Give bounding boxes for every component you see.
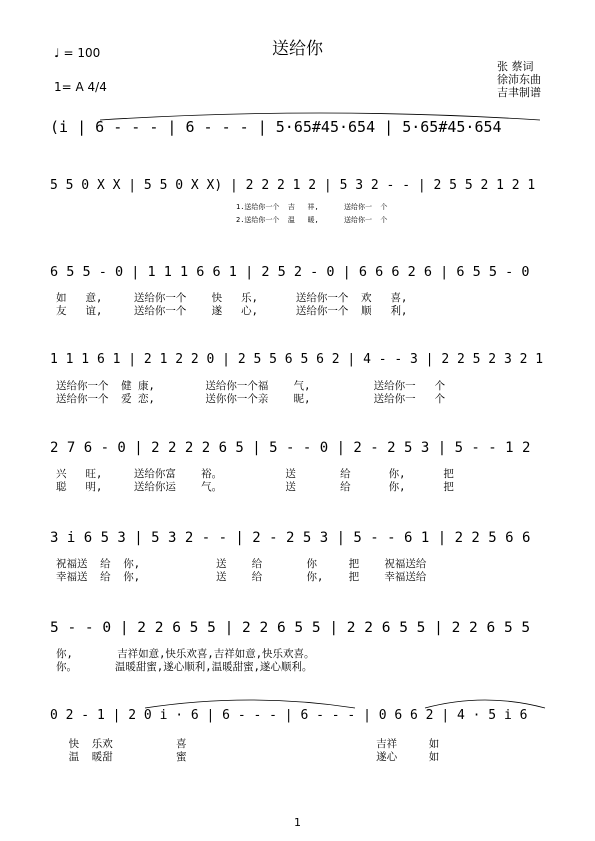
notes-text: 0 2 - 1 | 2 0 i · 6 | 6 - - - | 6 - - - | 0 6 6 2 | 4 · 5 i 6	[50, 708, 528, 723]
notes-line	[50, 264, 545, 288]
lyrics-verse-1: 祝福送 给 你, 送 给 你 把 祝福送给	[56, 558, 427, 570]
staff-row-6	[0, 530, 595, 583]
tie-arc	[95, 110, 545, 122]
tempo-marking: ♩ = 100	[54, 46, 101, 60]
lyrics-verse-2: 幸福送 给 你, 送 给 你, 把 幸福送给	[56, 571, 427, 583]
lyrics-verse-1: 1.送给你一个 吉 祥, 送给你一 个	[236, 203, 388, 211]
notes-text: 1 1 1 6 1 | 2 1 2 2 0 | 2 5 5 6 5 6 2 | 4 - - 3 | 2 2 5 2 3 2 1	[50, 352, 544, 367]
notes-text: (i | 6 - - - | 6 - - - | 5·65#45·654 | 5·65#45·654	[50, 118, 502, 136]
notes-line	[50, 620, 545, 644]
lyrics-verse-2: 送给你一个 爱 恋, 送你你一个亲 昵, 送给你一 个	[56, 393, 446, 405]
notes-text: 5 5 0 X X | 5 5 0 X X) | 2 2 2 1 2 | 5 3 2 - - | 2 5 5 2 1 2 1	[50, 178, 536, 193]
lyricist-credit: 张 蔡词	[497, 60, 534, 73]
key-signature: 1= A 4/4	[54, 80, 107, 94]
notes-line	[50, 352, 545, 376]
composer-credit: 徐沛东曲	[497, 73, 541, 86]
song-title: 送给你	[272, 39, 323, 59]
lyrics-verse-1: 如 意, 送给你一个 快 乐, 送给你一个 欢 喜,	[56, 292, 408, 304]
staff-row-2	[0, 178, 595, 228]
page-number: 1	[294, 816, 301, 829]
lyrics-verse-2: 聪 明, 送给你运 气。 送 给 你, 把	[56, 481, 454, 493]
staff-row-8	[0, 708, 595, 768]
lyrics-verse-1: 兴 旺, 送给你富 裕。 送 给 你, 把	[56, 468, 454, 480]
lyrics-verse-1: 快 乐欢 喜 吉祥 如	[56, 738, 440, 750]
notes-line	[50, 530, 545, 554]
staff-row-7	[0, 620, 595, 673]
notes-line	[50, 708, 545, 732]
staff-row-5	[0, 440, 595, 493]
tie-arc	[420, 696, 550, 710]
lyrics-verse-1: 你, 吉祥如意,快乐欢喜,吉祥如意,快乐欢喜。	[56, 648, 315, 660]
lyrics-verse-2: 2.送给你一个 温 暖, 送给你一 个	[236, 216, 388, 224]
notes-text: 5 - - 0 | 2 2 6 5 5 | 2 2 6 5 5 | 2 2 6 5 5 | 2 2 6 5 5	[50, 620, 531, 636]
lyrics-verse-2: 温 暖甜 蜜 遂心 如	[56, 751, 440, 763]
staff-row-3	[0, 264, 595, 317]
transcriber-credit: 吉聿制谱	[497, 86, 541, 99]
lyrics-verse-2: 友 谊, 送给你一个 遂 心, 送给你一个 顺 利,	[56, 305, 408, 317]
lyrics-verse-2: 你。 温暖甜蜜,遂心顺利,温暖甜蜜,遂心顺利。	[56, 661, 313, 673]
notes-text: 6 5 5 - 0 | 1 1 1 6 6 1 | 2 5 2 - 0 | 6 6 6 2 6 | 6 5 5 - 0	[50, 264, 530, 280]
tie-arc	[140, 696, 360, 710]
staff-row-4	[0, 352, 595, 405]
notes-line	[50, 178, 545, 202]
staff-row-1	[0, 118, 595, 148]
notes-line	[50, 440, 545, 464]
notes-text: 3 i 6 5 3 | 5 3 2 - - | 2 - 2 5 3 | 5 - - 6 1 | 2 2 5 6 6	[50, 530, 531, 546]
lyrics-verse-1: 送给你一个 健 康, 送给你一个福 气, 送给你一 个	[56, 380, 446, 392]
notes-text: 2 7 6 - 0 | 2 2 2 2 6 5 | 5 - - 0 | 2 - 2 5 3 | 5 - - 1 2	[50, 440, 531, 456]
